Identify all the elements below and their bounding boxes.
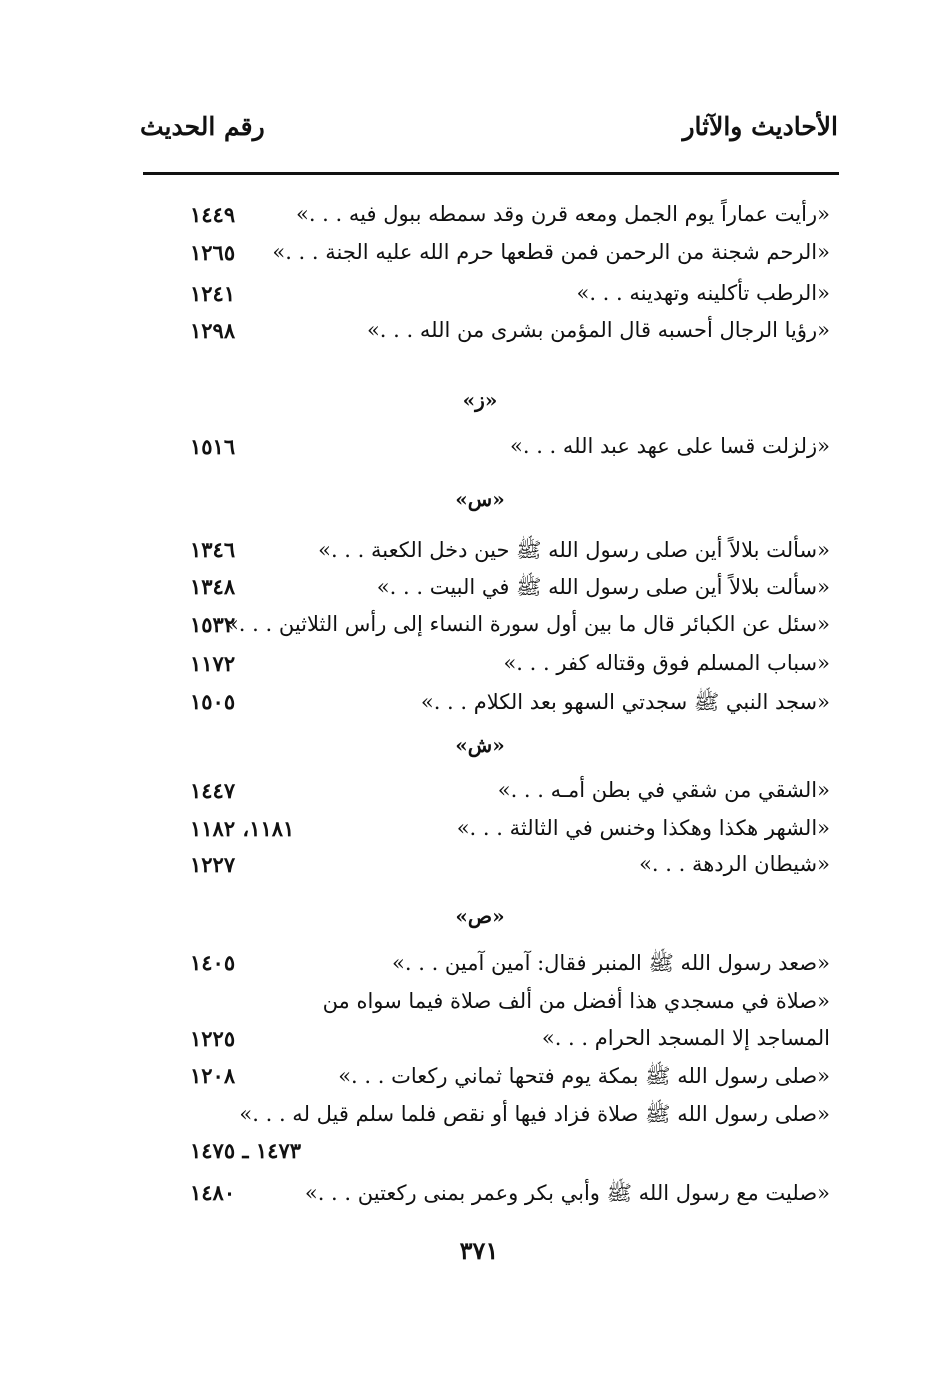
hadith-text: «الشقي من شقي في بطن أمـه . . .» [497,778,830,802]
hadith-number: ١٢٤١ [190,281,236,306]
hadith-entry [150,651,830,687]
page-number-label: ٣٧١ [459,1236,499,1265]
hadith-entry [150,816,830,852]
hadith-entry [150,281,830,317]
header-title: الأحاديث والآثار [682,112,838,141]
hadith-text: «سألت بلالاً أين صلى رسول الله ﷺ في البيت . . .» [376,575,830,599]
hadith-number: ١٢٩٨ [190,318,236,343]
hadith-text: «صلى رسول الله ﷺ صلاة فزاد فيها أو نقص فلما سلم قيل له . . .» [239,1102,830,1126]
hadith-entry [150,612,830,648]
hadith-number: ١٢٦٥ [190,240,236,265]
section-letter-shin [150,733,830,757]
hadith-number: ١٢٢٧ [190,852,236,877]
hadith-text: «زلزلت قسا على عهد عبد الله . . .» [510,434,830,458]
hadith-entry [150,1138,830,1174]
hadith-text: «سئل عن الكبائر قال ما بين أول سورة النساء إلى رأس الثلاثين . . .» [225,612,830,636]
section-letter-zay [150,388,830,412]
hadith-entry [150,574,830,610]
section-letter-label: «ز» [462,388,498,412]
hadith-text: «صلى رسول الله ﷺ بمكة يوم فتحها ثماني ركعات . . .» [338,1064,830,1088]
header-column-label: رقم الحديث [140,112,265,141]
hadith-entry [150,202,830,238]
hadith-number: ١٤٠٥ [190,950,236,975]
hadith-entry [150,1026,830,1062]
hadith-text: «سألت بلالاً أين صلى رسول الله ﷺ حين دخل الكعبة . . .» [318,538,830,562]
hadith-text: «سجد النبي ﷺ سجدتي السهو بعد الكلام . . .» [420,690,830,714]
hadith-entry [150,950,830,986]
hadith-number: ١٤٨٠ [190,1180,236,1205]
hadith-entry [150,537,830,573]
page-header [140,112,838,152]
hadith-number: ١١٧٢ [190,651,236,676]
hadith-number: ١٥١٦ [190,434,236,459]
hadith-text: «سباب المسلم فوق وقتاله كفر . . .» [503,651,830,675]
hadith-number: ١٥٠٥ [190,689,236,714]
hadith-number: ١٣٤٨ [190,574,236,599]
hadith-number: ١٤٤٧ [190,778,236,803]
section-letter-sad [150,904,830,928]
hadith-entry [150,989,830,1025]
hadith-entry [150,1101,830,1137]
hadith-entry [150,1063,830,1099]
hadith-entry [150,240,830,276]
hadith-number: ١٢٢٥ [190,1026,236,1051]
hadith-text: «الشهر هكذا وهكذا وخنس في الثالثة . . .» [456,816,830,840]
hadith-entry [150,852,830,888]
hadith-number: ١٥٣٢ [190,612,236,637]
hadith-entry [150,778,830,814]
hadith-text: «صعد رسول الله ﷺ المنبر فقال: آمين آمين . . .» [392,951,830,975]
hadith-number: ١٤٧٣ ـ ١٤٧٥ [190,1138,302,1163]
section-letter-label: «ش» [455,733,505,757]
hadith-entry [150,318,830,354]
hadith-number: ١٣٤٦ [190,537,236,562]
hadith-text: «رؤيا الرجال أحسبه قال المؤمن بشرى من الله . . .» [366,318,830,342]
hadith-text: المساجد إلا المسجد الحرام . . .» [541,1026,830,1050]
hadith-entry [150,689,830,725]
hadith-entry [150,1180,830,1216]
hadith-text: «رأيت عماراً يوم الجمل ومعه قرن وقد سمطه ببول فيه . . .» [295,202,830,226]
hadith-number: ١١٨١، ١١٨٢ [190,816,295,841]
hadith-text: «الرطب تأكلينه وتهدينه . . .» [576,281,830,305]
section-letter-label: «س» [455,487,505,511]
hadith-number: ١٤٤٩ [190,202,236,227]
section-letter-label: «ص» [455,904,505,928]
hadith-text: «شيطان الردهة . . .» [639,852,830,876]
page-number [0,1236,938,1265]
hadith-text: «صلاة في مسجدي هذا أفضل من ألف صلاة فيما سواه من [322,989,830,1013]
hadith-text: «الرحم شجنة من الرحمن فمن قطعها حرم الله عليه الجنة . . .» [272,240,830,264]
hadith-entry [150,434,830,470]
hadith-text: «صليت مع رسول الله ﷺ وأبي بكر وعمر بمنى ركعتين . . .» [304,1181,830,1205]
section-letter-sin [150,487,830,511]
header-rule [143,172,839,175]
hadith-number: ١٢٠٨ [190,1063,236,1088]
